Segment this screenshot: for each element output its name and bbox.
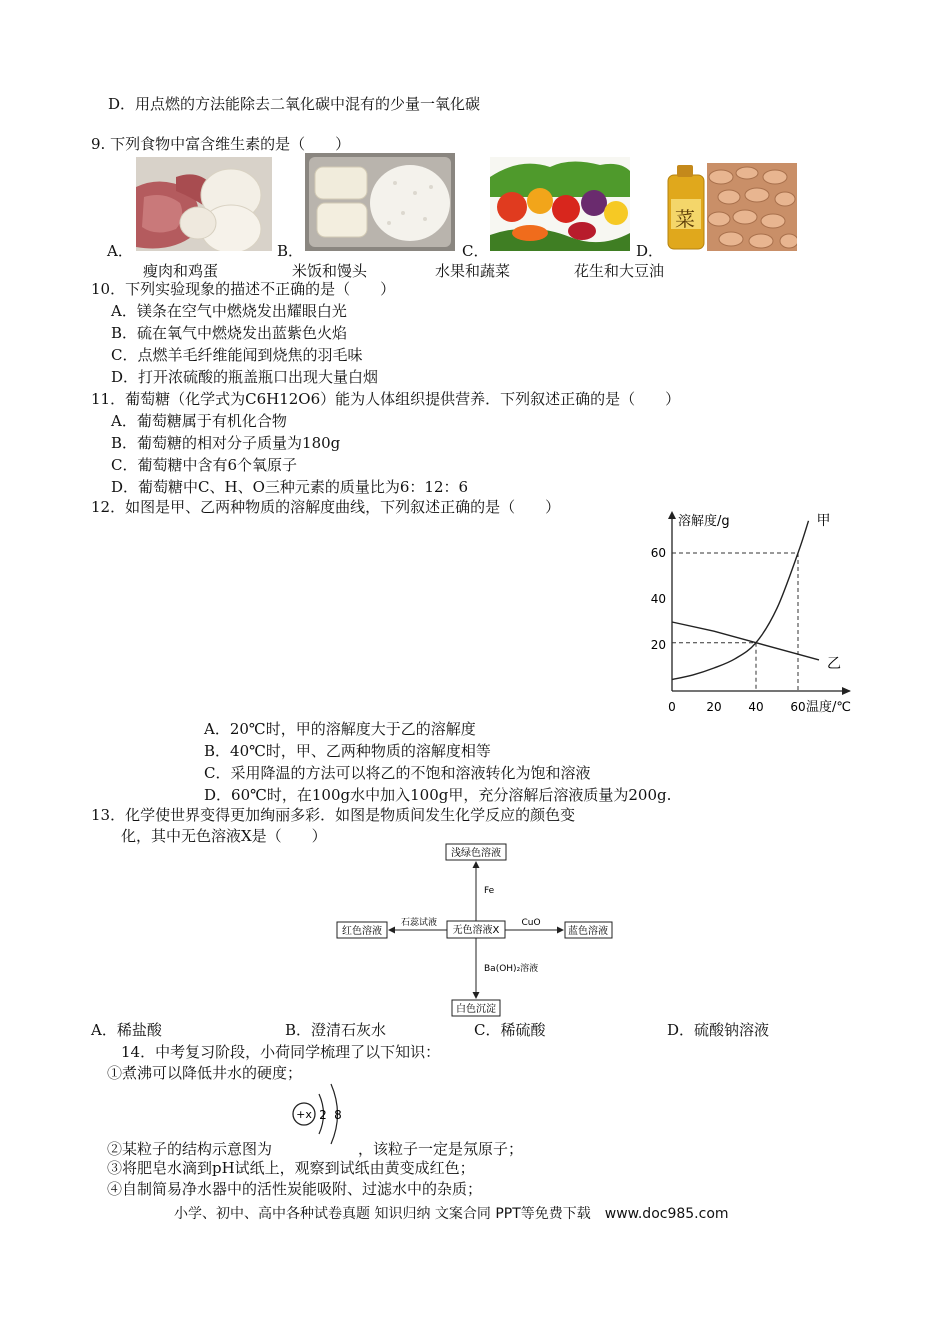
q9-option-b-letter: B．: [277, 242, 304, 260]
rice-and-buns-image: [305, 153, 455, 251]
series-label: 乙: [827, 655, 841, 672]
q13-stem-line2: 化，其中无色溶液X是（ ）: [121, 827, 327, 845]
atom-structure-diagram: [288, 1080, 360, 1154]
q11-option-c: C．葡萄糖中含有6个氧原子: [111, 456, 298, 474]
q13-option-c: C．稀硫酸: [474, 1021, 546, 1039]
x-axis-label: 温度/℃: [806, 700, 851, 715]
series-line-yi: [672, 622, 819, 660]
x-tick-label: 0: [668, 700, 676, 714]
left-reagent: 石蕊试液: [400, 918, 438, 928]
q11-stem: 11．葡萄糖（化学式为C6H12O6）能为人体组织提供营养．下列叙述正确的是（ ）: [91, 390, 681, 408]
q14-item-4: ④自制简易净水器中的活性炭能吸附、过滤水中的杂质；: [107, 1180, 483, 1198]
q11-option-d: D．葡萄糖中C、H、O三种元素的质量比为6：12：6: [111, 478, 469, 496]
solubility-chart: [640, 505, 860, 720]
q11-option-b: B．葡萄糖的相对分子质量为180g: [111, 434, 341, 452]
y-tick-label: 20: [650, 638, 666, 652]
q12-option-a: A．20℃时，甲的溶解度大于乙的溶解度: [204, 720, 476, 738]
x-tick-label: 40: [748, 700, 764, 714]
fruits-and-vegetables-image: [490, 157, 630, 251]
q14-item-3: ③将肥皂水滴到pH试纸上，观察到试纸由黄变成红色；: [107, 1159, 475, 1177]
q9-option-b-caption: 米饭和馒头: [292, 262, 368, 280]
left-box-text: 红色溶液: [342, 926, 382, 937]
q11-option-a: A．葡萄糖属于有机化合物: [111, 412, 287, 430]
q13-option-b: B．澄清石灰水: [285, 1021, 387, 1039]
reaction-diagram: [335, 842, 620, 1018]
nucleus-charge: +x: [296, 1108, 312, 1121]
top-box-text: 浅绿色溶液: [451, 848, 501, 859]
q10-option-c: C．点燃羊毛纤维能闻到烧焦的羽毛味: [111, 346, 363, 364]
bottom-reagent: Ba(OH)₂溶液: [484, 964, 539, 974]
right-reagent: CuO: [521, 918, 541, 928]
q14-item-2b: ，该粒子一定是氖原子；: [358, 1140, 524, 1158]
q13-option-a: A．稀盐酸: [91, 1021, 162, 1039]
q9-option-d-caption: 花生和大豆油: [574, 262, 665, 280]
shell-2-electrons: 8: [334, 1108, 342, 1122]
q12-option-c: C．采用降温的方法可以将乙的不饱和溶液转化为饱和溶液: [204, 764, 591, 782]
x-axis-arrow: [842, 687, 851, 695]
oil-bottle-label: 菜: [675, 207, 695, 231]
q14-stem: 14．中考复习阶段，小荷同学梳理了以下知识：: [121, 1043, 441, 1061]
footer-text: 小学、初中、高中各种试卷真题 知识归纳 文案合同 PPT等免费下载 www.doc985.com: [174, 1206, 729, 1222]
q9-option-a-letter: A．: [107, 242, 133, 260]
x-tick-label: 20: [706, 700, 722, 714]
y-tick-label: 40: [650, 592, 666, 606]
bottom-box-text: 白色沉淀: [456, 1004, 496, 1015]
y-tick-label: 60: [650, 546, 666, 560]
q13-stem-line1: 13．化学使世界变得更加绚丽多彩．如图是物质间发生化学反应的颜色变: [91, 806, 576, 824]
x-tick-label: 60: [790, 700, 806, 714]
meat-and-eggs-image: [136, 157, 272, 251]
q12-stem: 12．如图是甲、乙两种物质的溶解度曲线，下列叙述正确的是（ ）: [91, 498, 561, 516]
shell-1-electrons: 2: [319, 1108, 327, 1122]
series-label: 甲: [816, 512, 831, 529]
q10-stem: 10．下列实验现象的描述不正确的是（ ）: [91, 280, 396, 298]
top-reagent: Fe: [484, 886, 495, 896]
q9-stem: 9. 下列食物中富含维生素的是（ ）: [91, 135, 351, 153]
q9-option-d-letter: D．: [636, 242, 664, 260]
series-line-jia: [672, 521, 809, 680]
q14-item-1: ①煮沸可以降低井水的硬度；: [107, 1064, 303, 1082]
q12-option-d: D．60℃时，在100g水中加入100g甲，充分溶解后溶液质量为200g.: [204, 786, 672, 804]
center-box-text: 无色溶液X: [452, 925, 500, 936]
y-axis-arrow: [668, 511, 676, 519]
q13-option-d: D．硫酸钠溶液: [667, 1021, 770, 1039]
q9-option-c-caption: 水果和蔬菜: [435, 262, 511, 280]
right-box-text: 蓝色溶液: [568, 926, 608, 937]
q10-option-b: B．硫在氧气中燃烧发出蓝紫色火焰: [111, 324, 348, 342]
q10-option-d: D．打开浓硫酸的瓶盖瓶口出现大量白烟: [111, 368, 379, 386]
q14-item-2a: ②某粒子的结构示意图为: [107, 1140, 273, 1158]
q9-option-c-letter: C．: [462, 242, 489, 260]
q10-option-a: A．镁条在空气中燃烧发出耀眼白光: [111, 302, 347, 320]
peanut-and-soybean-oil-image: [665, 163, 797, 251]
y-axis-label: 溶解度/g: [678, 514, 730, 529]
q8-option-d: D．用点燃的方法能除去二氧化碳中混有的少量一氧化碳: [108, 95, 481, 113]
q9-option-a-caption: 瘦肉和鸡蛋: [143, 262, 219, 280]
q12-option-b: B．40℃时，甲、乙两种物质的溶解度相等: [204, 742, 491, 760]
